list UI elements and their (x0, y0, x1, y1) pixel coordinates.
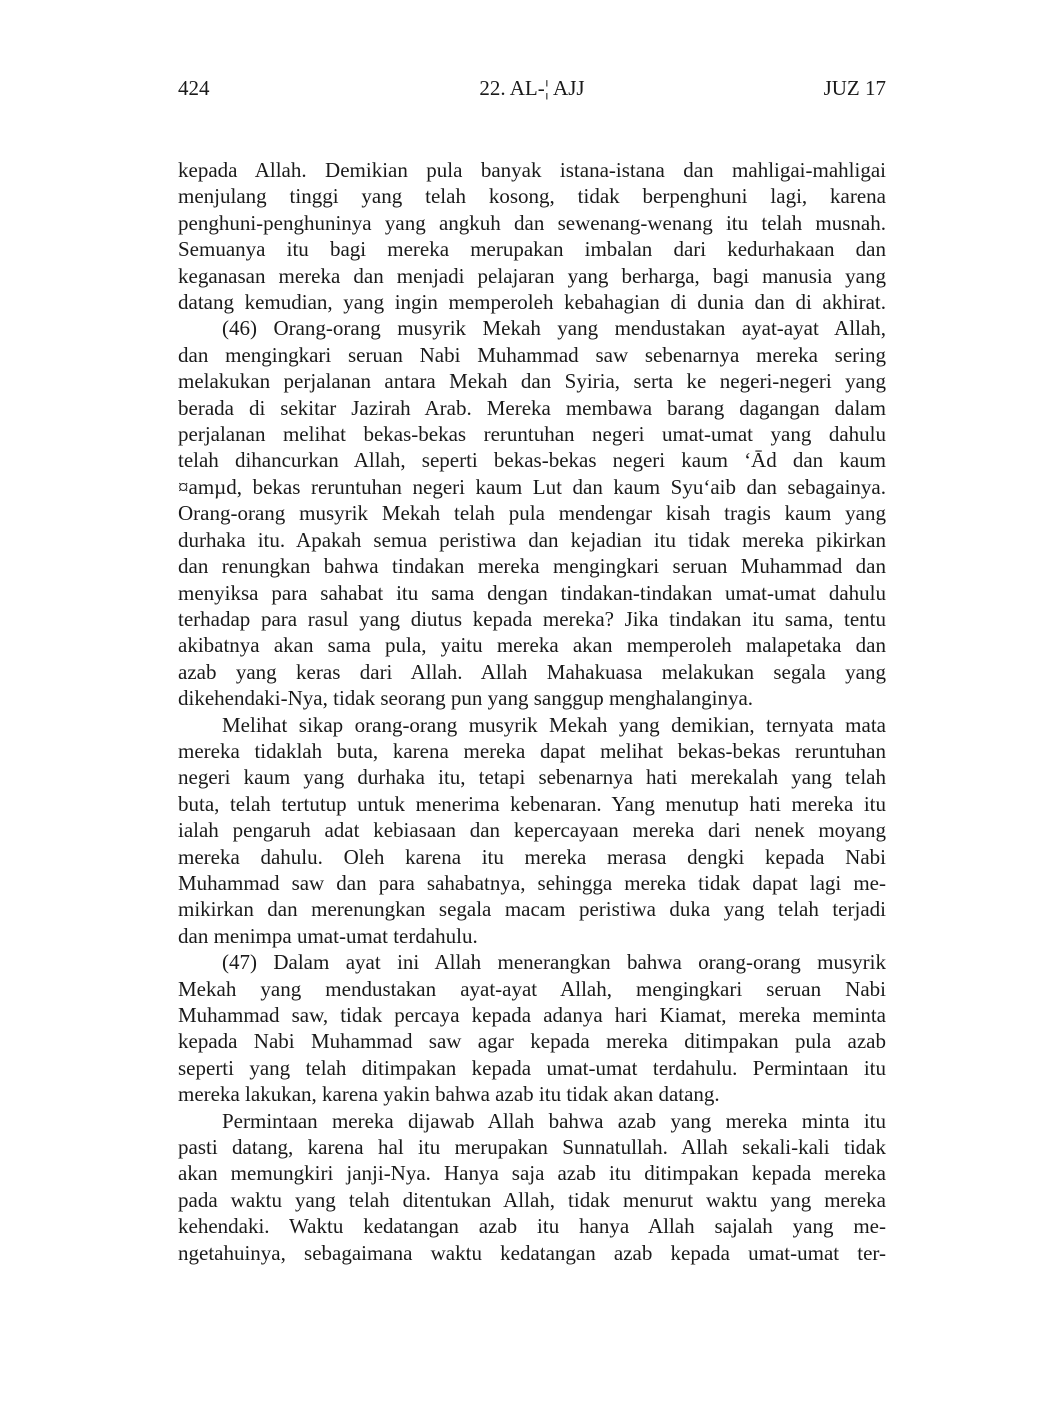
text-line: ngetahuinya, sebagaimana waktu kedatangan azab kepada umat-umat ter- (178, 1240, 886, 1265)
text-line: Melihat sikap orang-orang musyrik Mekah yang demikian, ternyata mata (222, 712, 886, 737)
text-line: ¤amµd, bekas reruntuhan negeri kaum Lut dan kaum Syu‘aib dan sebagainya. (178, 474, 886, 499)
text-line: akibatnya akan sama pula, yaitu mereka akan memperoleh malapetaka dan (178, 633, 886, 658)
paragraph-4 (178, 949, 886, 1107)
text-line: Permintaan mereka dijawab Allah bahwa azab yang mereka minta itu (222, 1108, 886, 1133)
text-line: keganasan mereka dan menjadi pelajaran yang berharga, bagi manusia yang (178, 263, 886, 288)
text-line: negeri kaum yang durhaka itu, tetapi sebenarnya hati merekalah yang telah (178, 765, 886, 790)
text-line: seperti yang telah ditimpakan kepada umat-umat terdahulu. Permintaan itu (178, 1055, 886, 1080)
text-line: perjalanan melihat bekas-bekas reruntuhan negeri umat-umat yang dahulu (178, 422, 886, 447)
book-page (178, 0, 886, 1417)
text-line: ialah pengaruh adat kebiasaan dan kepercayaan mereka dari nenek moyang (178, 818, 886, 843)
text-line: dikehendaki-Nya, tidak seorang pun yang sanggup menghalanginya. (178, 686, 754, 711)
text-line: dan menimpa umat-umat terdahulu. (178, 923, 478, 948)
paragraph-1 (178, 157, 886, 315)
page-number: 424 (178, 76, 210, 100)
text-line: kepada Allah. Demikian pula banyak istana-istana dan mahligai-mahligai (178, 158, 886, 182)
text-line: (46) Orang-orang musyrik Mekah yang mendustakan ayat-ayat Allah, (222, 316, 886, 341)
text-line: Muhammad saw, tidak percaya kepada adanya hari Kiamat, mereka meminta (178, 1003, 886, 1027)
juz-label: JUZ 17 (823, 76, 886, 100)
paragraph-3 (178, 712, 886, 950)
text-line: akan memungkiri janji-Nya. Hanya saja azab itu ditimpakan kepada mereka (178, 1161, 886, 1186)
text-line: Muhammad saw dan para sahabatnya, sehingga mereka tidak dapat lagi me- (178, 870, 886, 895)
body-text (178, 157, 886, 1266)
text-line: buta, telah tertutup untuk menerima kebenaran. Yang menutup hati mereka itu (178, 791, 886, 816)
text-line: datang kemudian, yang ingin memperoleh kebahagian di dunia dan di akhirat. (178, 290, 886, 315)
text-line: terhadap para rasul yang diutus kepada mereka? Jika tindakan itu sama, tentu (178, 606, 886, 631)
text-line: telah dihancurkan Allah, seperti bekas-bekas negeri kaum ‘Ād dan kaum (178, 448, 886, 473)
text-line: durhaka itu. Apakah semua peristiwa dan kejadian itu tidak mereka pikirkan (178, 527, 886, 552)
text-line: azab yang keras dari Allah. Allah Mahakuasa melakukan segala yang (178, 659, 886, 684)
text-line: mereka lakukan, karena yakin bahwa azab itu tidak akan datang. (178, 1082, 720, 1107)
text-line: penghuni-penghuninya yang angkuh dan sewenang-wenang itu telah musnah. (178, 210, 886, 235)
text-line: Orang-orang musyrik Mekah telah pula mendengar kisah tragis kaum yang (178, 501, 886, 526)
text-line: mikirkan dan merenungkan segala macam peristiwa duka yang telah terjadi (178, 897, 886, 922)
text-line: mereka dahulu. Oleh karena itu mereka merasa dengki kepada Nabi (178, 844, 886, 869)
text-line: Mekah yang mendustakan ayat-ayat Allah, mengingkari seruan Nabi (178, 976, 886, 1001)
text-line: (47) Dalam ayat ini Allah menerangkan bahwa orang-orang musyrik (222, 950, 886, 975)
text-line: Semuanya itu bagi mereka merupakan imbalan dari kedurhakaan dan (178, 237, 886, 262)
paragraph-2 (178, 315, 886, 711)
text-line: melakukan perjalanan antara Mekah dan Syiria, serta ke negeri-negeri yang (178, 369, 886, 394)
text-line: pada waktu yang telah ditentukan Allah, tidak menurut waktu yang mereka (178, 1187, 886, 1212)
text-line: kehendaki. Waktu kedatangan azab itu hanya Allah sajalah yang me- (178, 1214, 886, 1239)
text-line: kepada Nabi Muhammad saw agar kepada mereka ditimpakan pula azab (178, 1029, 886, 1054)
text-line: dan mengingkari seruan Nabi Muhammad saw sebenarnya mereka sering (178, 342, 886, 367)
text-line: menyiksa para sahabat itu sama dengan tindakan-tindakan umat-umat dahulu (178, 580, 886, 605)
text-line: pasti datang, karena hal itu merupakan Sunnatullah. Allah sekali-kali tidak (178, 1135, 886, 1160)
chapter-title: 22. AL-¦ AJJ (479, 76, 585, 100)
running-header (178, 74, 886, 102)
paragraph-5 (178, 1108, 886, 1266)
text-line: dan renungkan bahwa tindakan mereka mengingkari seruan Muhammad dan (178, 554, 886, 579)
text-line: mereka tidaklah buta, karena mereka dapat melihat bekas-bekas reruntuhan (178, 738, 886, 763)
text-line: menjulang tinggi yang telah kosong, tidak berpenghuni lagi, karena (178, 184, 886, 209)
text-line: berada di sekitar Jazirah Arab. Mereka membawa barang dagangan dalam (178, 395, 886, 420)
